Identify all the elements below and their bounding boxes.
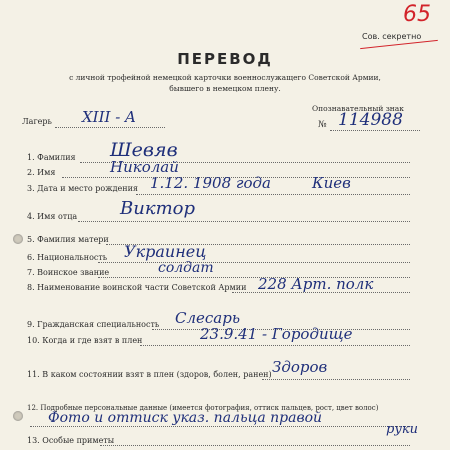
page-subtitle-1: с личной трофейной немецкой карточки военнослужащего Советской Армии, [69,73,381,82]
field-13-label: 13. Особые приметы [27,436,115,445]
field-10-line [140,345,410,346]
id-tag-label: Опознавательный знак [312,104,404,113]
field-11-line [262,379,410,380]
field-3-value: 1.12. 1908 года [150,174,271,192]
field-3-line [136,194,410,195]
field-4-value: Виктор [120,198,195,219]
field-3-label: 3. Дата и место рождения [27,184,138,193]
camp-value: XIII - A [82,108,136,126]
field-6-label: 6. Национальность [27,253,108,262]
punch-hole-top [13,234,23,244]
field-13-line [100,445,410,446]
field-6-line [98,262,410,263]
field-12-value-cont: руки [386,422,418,437]
field-8-value: 228 Арт. полк [258,275,374,293]
field-6-value: Украинец [124,242,207,261]
field-7-value: солдат [158,260,214,276]
id-tag-value: 114988 [338,110,403,130]
field-7-label: 7. Воинское звание [27,268,110,277]
punch-hole-bottom [13,411,23,421]
field-10-value: 23.9.41 - Городище [200,325,353,343]
field-2-value: Николай [110,158,179,176]
field-4-label: 4. Имя отца [27,212,78,221]
field-1-label: 1. Фамилия [27,153,76,162]
id-tag-prefix: № [318,120,327,130]
field-9-label: 9. Гражданская специальность [27,320,160,329]
field-11-label: 11. В каком состоянии взят в плен (здоров, болен, ранен) [27,370,272,379]
secrecy-mark: Сов. секретно [362,32,422,41]
field-1-value: Шевяв [110,139,178,161]
camp-label: Лагерь [22,117,52,126]
field-12-value: Фото и оттиск указ. пальца правой [48,410,323,426]
camp-line [55,127,165,128]
field-3-value-place: Киев [312,174,351,192]
field-4-line [78,221,410,222]
field-12-line [30,426,410,427]
field-5-label: 5. Фамилия матери [27,235,109,244]
field-11-value: Здоров [272,358,328,376]
field-8-label: 8. Наименование воинской части Советской Армии [27,283,247,292]
field-2-label: 2. Имя [27,168,56,177]
page-title: ПЕРЕВОД [177,50,273,68]
field-10-label: 10. Когда и где взят в плен [27,336,143,345]
id-tag-line [330,130,420,131]
secrecy-underline [360,40,438,49]
field-9-value: Слесарь [175,309,241,327]
page-subtitle-2: бывшего в немецком плену. [169,84,281,93]
field-12-label: 12. Подробные персональные данные (имеется фотография, оттиск пальцев, рост, цвет волос) [27,404,379,412]
page-number: 65 [403,2,431,27]
